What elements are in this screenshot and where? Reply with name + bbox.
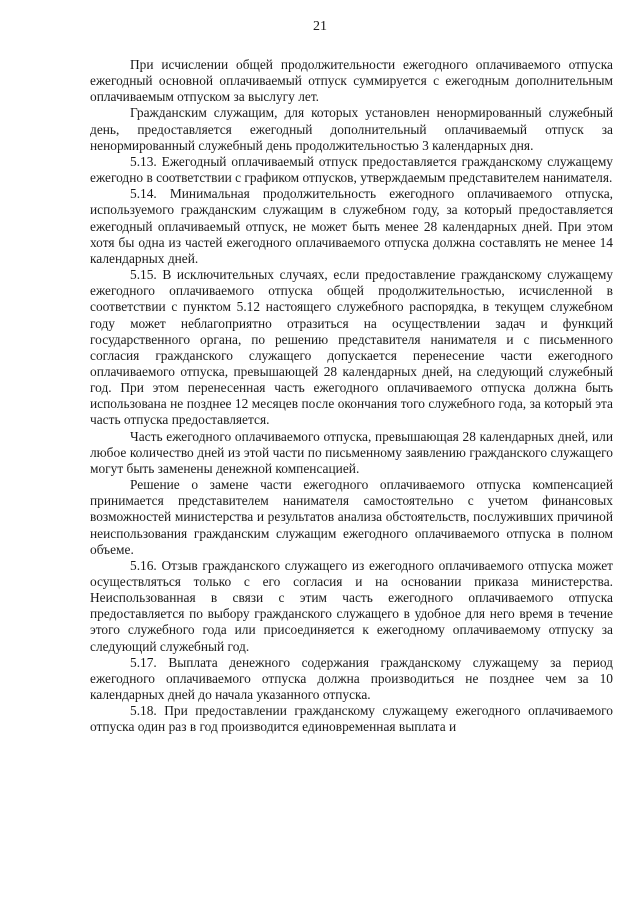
paragraph-annual-leave-sum: При исчислении общей продолжительности ежегодного оплачиваемого отпуска ежегодный основной оплачиваемый отпуск суммируется с ежегодным дополнительным оплачиваемым отпуском за выслугу лет.	[90, 57, 613, 105]
paragraph-5-13: 5.13. Ежегодный оплачиваемый отпуск предоставляется гражданскому служащему ежегодно в соответствии с графиком отпусков, утверждаемым представителем нанимателя.	[90, 153, 613, 186]
paragraph-compensation-decision: Решение о замене части ежегодного оплачиваемого отпуска компенсацией принимается представителем нанимателя самостоятельно с учетом финансовых возможностей министерства и результатов анализа обстоятельств, послуживших причиной неиспользования гражданским служащим ежегодного оплачиваемого отпуска в полном объеме.	[90, 477, 613, 557]
body-text	[90, 57, 613, 736]
paragraph-irregular-day-leave: Гражданским служащим, для которых установлен ненормированный служебный день, предоставляется ежегодный дополнительный оплачиваемый отпуск за ненормированный служебный день продолжительностью 3 календарных дня.	[90, 105, 613, 153]
paragraph-5-18: 5.18. При предоставлении гражданскому служащему ежегодного оплачиваемого отпуска один раз в год производится единовременная выплата и	[90, 703, 613, 735]
page-number: 21	[313, 19, 327, 34]
paragraph-5-16: 5.16. Отзыв гражданского служащего из ежегодного оплачиваемого отпуска может осуществляться только с его согласия и на основании приказа министерства. Неиспользованная в связи с этим часть ежегодного оплачиваемого отпуска предоставляется по выбору гражданского служащего в удобное для него время в течение этого служебного года или присоединяется к ежегодному оплачиваемому отпуску за следующий служебный год.	[90, 557, 613, 654]
paragraph-compensation: Часть ежегодного оплачиваемого отпуска, превышающая 28 календарных дней, или любое количество дней из этой части по письменному заявлению гражданского служащего могут быть заменены денежной компенсацией.	[90, 428, 613, 476]
paragraph-5-14: 5.14. Минимальная продолжительность ежегодного оплачиваемого отпуска, используемого гражданским служащим в служебном году, за который предоставляется ежегодный оплачиваемый отпуск, не может быть менее 28 календарных дней. При этом хотя бы одна из частей ежегодного оплачиваемого отпуска должна составлять не менее 14 календарных дней.	[90, 186, 613, 266]
paragraph-5-15: 5.15. В исключительных случаях, если предоставление гражданскому служащему ежегодного оплачиваемого отпуска общей продолжительностью, исчисленной в соответствии с пунктом 5.12 настоящего служебного распорядка, в текущем служебном году может неблагоприятно отразиться на осуществлении задач и функций государственного органа, по решению представителя нанимателя и с письменного согласия гражданского служащего допускается перенесение части ежегодного оплачиваемого отпуска, превышающей 28 календарных дней, на следующий служебный год. При этом перенесенная часть ежегодного оплачиваемого отпуска должна быть использована не позднее 12 месяцев после окончания того служебного года, за который эта часть отпуска предоставляется.	[90, 267, 613, 428]
paragraph-5-17: 5.17. Выплата денежного содержания гражданскому служащему за период ежегодного оплачиваемого отпуска должна производиться не позднее чем за 10 календарных дней до начала указанного отпуска.	[90, 654, 613, 703]
